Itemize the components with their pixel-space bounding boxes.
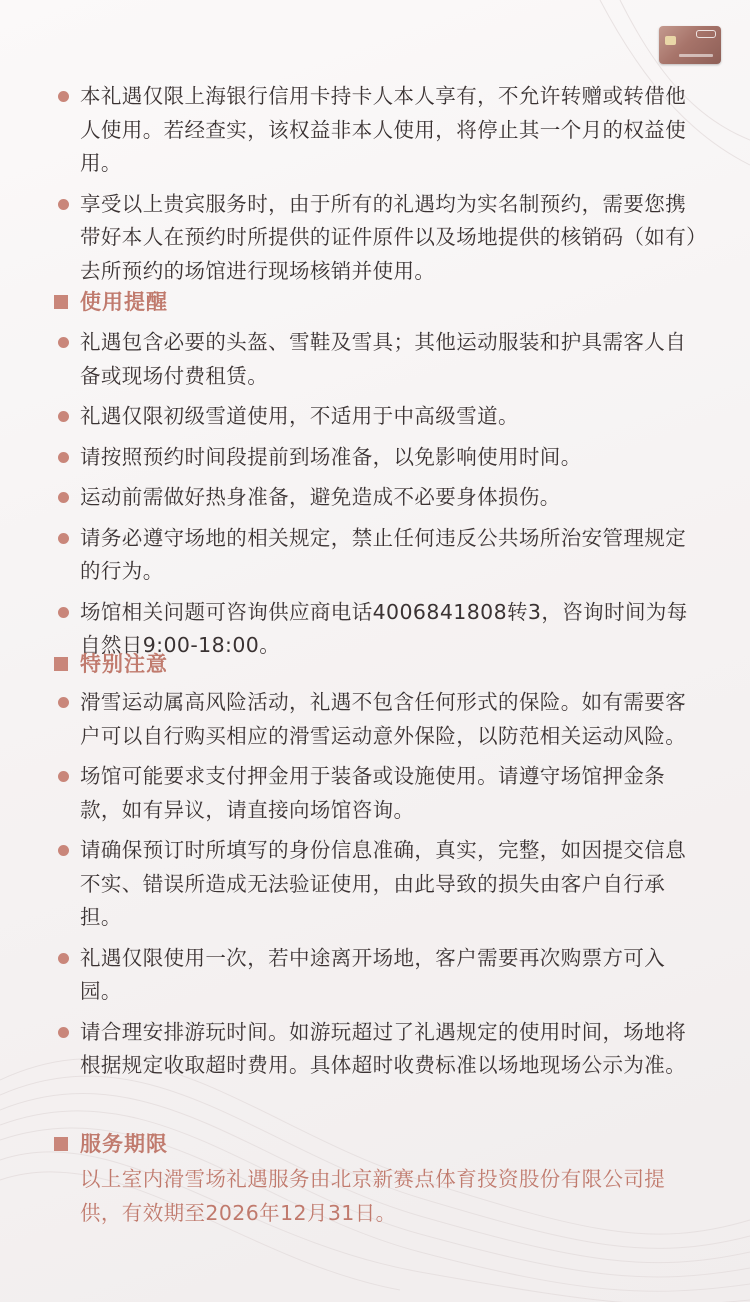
list-item-text: 请按照预约时间段提前到场准备，以免影响使用时间。 xyxy=(80,444,582,469)
bullet-icon xyxy=(58,607,69,618)
bullet-icon xyxy=(58,199,69,210)
square-icon xyxy=(54,657,68,671)
square-icon xyxy=(54,1137,68,1151)
section-heading-period xyxy=(0,1129,750,1159)
section-title: 使用提醒 xyxy=(80,290,168,314)
list-item-text: 请确保预订时所填写的身份信息准确，真实，完整，如因提交信息不实、错误所造成无法验证使用，由此导致的损失由客户自行承担。 xyxy=(80,838,687,929)
section-title: 服务期限 xyxy=(80,1132,168,1156)
list-item-text: 场馆相关问题可咨询供应商电话4006841808转3，咨询时间为每自然日9:00-18:00。 xyxy=(80,599,688,657)
section-title: 特别注意 xyxy=(80,652,168,676)
card-chip-icon xyxy=(665,36,676,45)
bullet-icon xyxy=(58,452,69,463)
bullet-icon xyxy=(58,845,69,856)
list-item xyxy=(0,686,750,753)
list-item-text: 本礼遇仅限上海银行信用卡持卡人本人享有，不允许转赠或转借他人使用。若经查实，该权益非本人使用，将停止其一个月的权益使用。 xyxy=(80,84,687,175)
bullet-icon xyxy=(58,953,69,964)
bullet-icon xyxy=(58,411,69,422)
list-item-text: 请务必遵守场地的相关规定，禁止任何违反公共场所治安管理规定的行为。 xyxy=(80,525,687,583)
list-item xyxy=(0,326,750,393)
bullet-icon xyxy=(58,533,69,544)
bullet-icon xyxy=(58,771,69,782)
list-item-text: 请合理安排游玩时间。如游玩超过了礼遇规定的使用时间，场地将根据规定收取超时费用。具体超时收费标准以场地现场公示为准。 xyxy=(80,1019,687,1077)
list-item-text: 运动前需做好热身准备，避免造成不必要身体损伤。 xyxy=(80,485,561,509)
list-item xyxy=(0,400,750,434)
credit-card-icon xyxy=(659,26,721,64)
square-icon xyxy=(54,295,68,309)
list-item xyxy=(0,522,750,589)
section-heading-usage xyxy=(0,287,750,317)
bullet-icon xyxy=(58,492,69,503)
card-stripe xyxy=(679,54,713,57)
usage-list xyxy=(0,326,750,670)
list-item xyxy=(0,1016,750,1083)
bullet-icon xyxy=(58,337,69,348)
list-item xyxy=(0,188,750,289)
service-period-text: 以上室内滑雪场礼遇服务由北京新赛点体育投资股份有限公司提供，有效期至2026年12月31日。 xyxy=(80,1167,666,1225)
card-logo-icon xyxy=(696,30,716,38)
list-item-text: 滑雪运动属高风险活动，礼遇不包含任何形式的保险。如有需要客户可以自行购买相应的滑雪运动意外保险，以防范相关运动风险。 xyxy=(80,690,687,748)
list-item xyxy=(0,834,750,935)
list-item xyxy=(0,80,750,181)
intro-list xyxy=(0,80,750,295)
bullet-icon xyxy=(58,1027,69,1038)
attention-list xyxy=(0,686,750,1090)
bullet-icon xyxy=(58,697,69,708)
list-item xyxy=(0,481,750,515)
list-item-text: 礼遇仅限使用一次，若中途离开场地，客户需要再次购票方可入园。 xyxy=(80,945,666,1003)
list-item xyxy=(0,942,750,1009)
list-item-text: 享受以上贵宾服务时，由于所有的礼遇均为实名制预约，需要您携带好本人在预约时所提供的证件原件以及场地提供的核销码（如有）去所预约的场馆进行现场核销并使用。 xyxy=(80,191,697,283)
list-item xyxy=(0,441,750,475)
bullet-icon xyxy=(58,91,69,102)
list-item-text: 场馆可能要求支付押金用于装备或设施使用。请遵守场馆押金条款，如有异议，请直接向场馆咨询。 xyxy=(80,764,666,822)
section-heading-attention xyxy=(0,649,750,679)
list-item-text: 礼遇仅限初级雪道使用，不适用于中高级雪道。 xyxy=(80,404,519,428)
list-item xyxy=(0,760,750,827)
list-item-text: 礼遇包含必要的头盔、雪鞋及雪具；其他运动服装和护具需客人自备或现场付费租赁。 xyxy=(80,330,687,388)
